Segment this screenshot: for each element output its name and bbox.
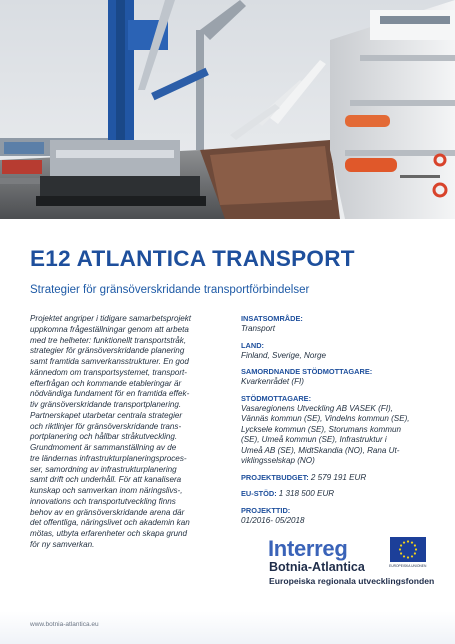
eu-star — [411, 541, 413, 543]
eu-star — [403, 555, 405, 557]
description-line: det offentliga, näringslivet och akademin kan — [30, 518, 190, 528]
description-line: kännedom om transportsystemet, transport- — [30, 367, 187, 377]
budget-value: 2 579 191 EUR — [310, 472, 367, 482]
description-line: strategier för gränsöverskridande planering — [30, 346, 185, 356]
area-value: Transport — [241, 324, 276, 333]
period-label: PROJEKTTID: — [241, 505, 291, 515]
description-line: kunskap och samverkan inom näringslivs-, — [30, 486, 183, 495]
eu-star — [415, 548, 417, 550]
description-line: portplanering och hållbar stråkutveckling. — [30, 432, 178, 442]
budget-row — [241, 473, 441, 484]
eu-caption: EUROPEISKA UNIONEN — [389, 564, 427, 568]
partners-line: Lycksele kommun (SE), Storumans kommun — [241, 424, 401, 434]
description-line: tre ländernas infrastrukturplaneringsproces- — [30, 453, 187, 463]
footer — [0, 611, 455, 644]
description-line: samt framtida samverkansstrukturer. En god — [30, 357, 189, 366]
harbour-photo — [0, 0, 455, 219]
budget-label: PROJEKTBUDGET: — [241, 472, 309, 482]
partners-line: Vasaregionens Utveckling AB VASEK (FI), — [241, 403, 393, 413]
eu-star — [407, 556, 409, 558]
coordinator-value: Kvarkenrådet (FI) — [241, 377, 304, 386]
eu-support-row — [241, 489, 441, 500]
country-label: LAND: — [241, 340, 264, 350]
eu-star — [414, 552, 416, 554]
description-line: behov av en gränsöverskridande arena där — [30, 507, 185, 517]
eu-support-label: EU-STÖD: — [241, 489, 277, 498]
period-value: 01/2016- 05/2018 — [241, 515, 305, 525]
eu-star — [403, 541, 405, 543]
page-subtitle: Strategier för gränsöverskridande transportförbindelser — [30, 284, 310, 296]
description-line: Grundmoment är sammanställning av de — [30, 443, 177, 452]
coordinator-label: SAMORDNANDE STÖDMOTTAGARE: — [241, 367, 373, 376]
description-line: nödvändiga fundament för en framtida effek- — [30, 389, 190, 399]
partners-line: (SE), Umeå kommun (SE), Infrastruktur i — [241, 435, 387, 444]
partners-label: STÖDMOTTAGARE: — [241, 393, 312, 403]
logo-fund: Europeiska regionala utvecklingsfonden — [269, 576, 435, 586]
description-line: samt drift och underhåll. För att kanalisera — [30, 475, 182, 485]
page-title: E12 ATLANTICA TRANSPORT — [30, 246, 355, 271]
eu-star — [400, 552, 402, 554]
logo-name: Interreg — [268, 536, 348, 561]
description-line: innovations och transportutveckling finns — [30, 496, 176, 506]
description-line: med tre helheter: funktionellt transportstråk, — [30, 335, 187, 345]
interreg-logo — [268, 536, 448, 598]
eu-star — [400, 544, 402, 546]
eu-support-value: 1 318 500 EUR — [278, 489, 335, 498]
eu-star — [414, 544, 416, 546]
area-label: INSATSOMRÅDE: — [241, 314, 303, 323]
eu-star — [407, 540, 409, 542]
description-line: och riktlinjer för gränsöverskridande trans- — [30, 421, 182, 431]
description-line: ser, samordning av infrastrukturplanering — [30, 464, 177, 474]
description-line: mötas, utbyta erfarenheter och skapa grund — [30, 529, 188, 538]
description-line: tiv gränsöverskridande transportplanering. — [30, 400, 182, 409]
eu-flag-icon — [390, 537, 426, 562]
description-line: efterfrågan och kommande etableringar är — [30, 378, 182, 388]
eu-star — [399, 548, 401, 550]
partners-line: Vännäs kommun (SE), Vindelns kommun (SE), — [241, 414, 410, 423]
footer-url[interactable]: www.botnia-atlantica.eu — [30, 621, 99, 628]
description-line: för ny samverkan. — [30, 539, 95, 549]
partners-line: viklingsselskap (NO) — [241, 456, 315, 465]
country-value: Finland, Sverige, Norge — [241, 350, 327, 360]
description-line: Projektet angriper i tidigare samarbetsprojekt — [30, 314, 192, 323]
project-description — [30, 314, 232, 551]
logo-region: Botnia-Atlantica — [269, 560, 365, 574]
eu-star — [411, 555, 413, 557]
project-facts — [241, 314, 441, 526]
description-line: Partnerskapet utarbetar centrala strategier — [30, 410, 183, 420]
description-line: uppkomna frågeställningar genom att arbeta — [30, 324, 189, 334]
partners-line: Umeå AB (SE), MidtSkandia (NO), Rana Ut- — [241, 445, 400, 455]
